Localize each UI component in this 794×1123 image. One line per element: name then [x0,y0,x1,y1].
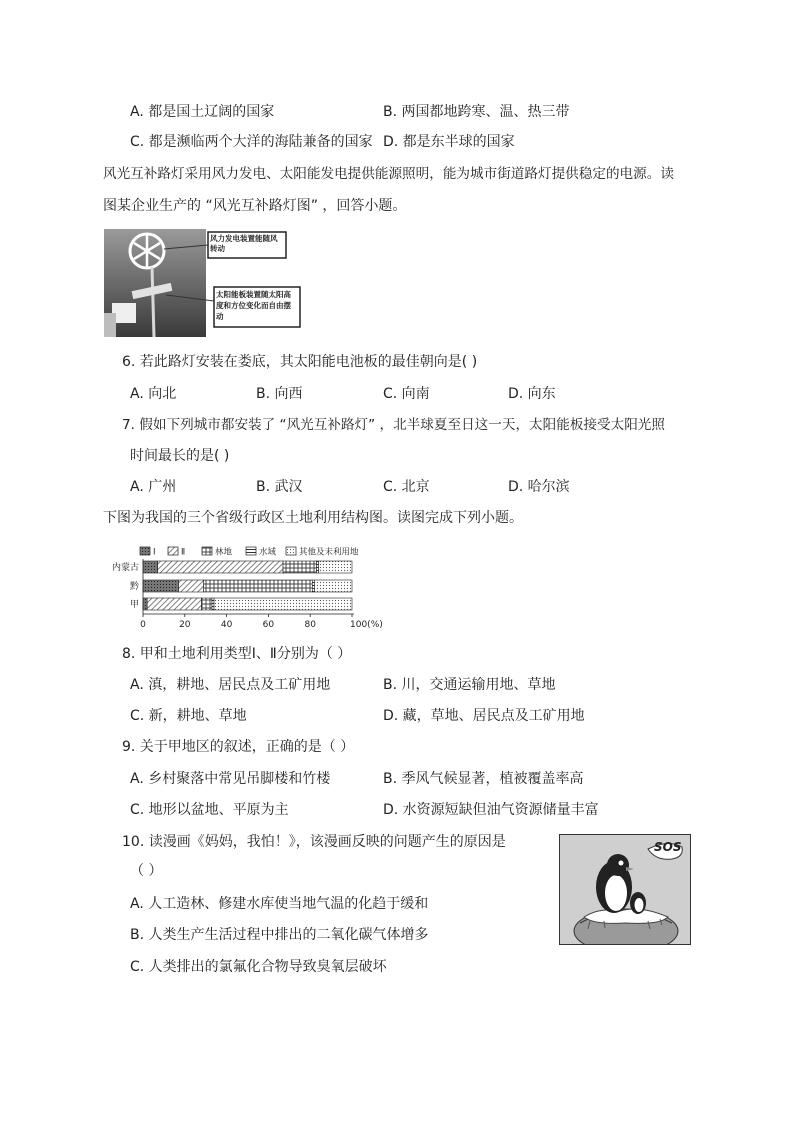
q5-option-a: A. 都是国土辽阔的国家 [130,104,275,120]
q8-option-a: A. 滇，耕地、居民点及工矿用地 [130,677,331,693]
q8-option-c: C. 新，耕地、草地 [130,708,247,724]
q9-option-b: B. 季风气候显著，植被覆盖率高 [383,771,584,787]
bar-segment [158,561,283,573]
bar-segment [314,580,352,592]
q8-option-b: B. 川，交通运输用地、草地 [383,677,556,693]
bar-segment [212,598,214,610]
legend-swatch-2 [202,547,212,555]
category-label: 黔 [129,582,139,592]
bar-segment [316,561,318,573]
q8-option-d: D. 藏，草地、居民点及工矿用地 [383,708,585,724]
bar-segment [143,598,147,610]
penguin-cartoon [559,834,691,945]
q7-option-d: D. 哈尔滨 [508,479,570,495]
cartoon-sos-text: SOS [654,840,682,854]
bar-segment [202,598,212,610]
bar-segment [319,561,352,573]
x-tick-label: 60 [262,620,275,630]
legend-swatch-0 [140,547,150,555]
q9-option-a: A. 乡村聚落中常见吊脚楼和竹楼 [130,771,331,787]
chart-legend [140,547,359,558]
x-tick-label: 0 [140,620,146,630]
chart-bars [112,561,352,610]
q6-option-c: C. 向南 [383,386,430,402]
bar-segment [143,561,158,573]
wind-solar-lamp-photo [104,229,302,337]
q6-stem: 6. 若此路灯安装在娄底，其太阳能电池板的最佳朝向是( ) [122,354,478,370]
q5-option-d: D. 都是东半球的国家 [383,134,515,150]
legend-swatch-3 [246,547,256,555]
legend-label-1: Ⅱ [181,547,186,558]
legend-label-0: Ⅰ [153,547,156,558]
q7-stem-line1: 7. 假如下列城市都安装了 “风光互补路灯” ，北半球夏至日这一天，太阳能板接受太阳光照 [122,417,665,433]
q7-option-a: A. 广州 [130,479,177,495]
q9-option-c: C. 地形以盆地、平原为主 [130,802,289,818]
legend-label-4: 其他及未利用地 [299,547,359,558]
q10-option-b: B. 人类生产生活过程中排出的二氧化碳气体增多 [130,927,429,943]
q7-option-b: B. 武汉 [256,479,303,495]
q5-option-c: C. 都是濒临两个大洋的海陆兼备的国家 [130,134,373,150]
q10-option-a: A. 人工造林、修建水库使当地气温的化趋于缓和 [130,896,429,912]
x-tick-label: 20 [179,620,191,630]
land-use-chart-svg [100,542,390,634]
q5-option-b: B. 两国都地跨寒、温、热三带 [383,104,570,120]
x-tick-label: 80 [304,620,316,630]
bar-segment [214,598,352,610]
bar-segment [147,598,201,610]
q6-option-a: A. 向北 [130,386,177,402]
q10-answer-paren: （ ） [130,863,163,879]
intro-paragraph-line2: 图某企业生产的 “风光互补路灯图” ，回答小题。 [103,198,407,214]
legend-label-2: 林地 [215,547,233,558]
bar-segment [143,580,179,592]
q9-stem: 9. 关于甲地区的叙述，正确的是（ ） [122,739,355,755]
lamp-label-wind: 风力发电装置能随风转动 [210,234,278,253]
q6-option-b: B. 向西 [256,386,303,402]
bar-segment [179,580,204,592]
x-tick-label: 40 [220,620,233,630]
category-label: 内蒙古 [111,563,139,573]
bar-segment [283,561,316,573]
category-label: 甲 [129,600,139,610]
legend-label-3: 水域 [259,547,277,558]
q8-stem: 8. 甲和土地利用类型Ⅰ、Ⅱ分别为（ ） [122,646,352,662]
land-use-chart [100,542,390,634]
bar-segment [312,580,314,592]
legend-swatch-4 [286,547,296,555]
q10-option-c: C. 人类排出的氯氟化合物导致臭氧层破坏 [130,959,387,975]
q9-option-d: D. 水资源短缺但油气资源储量丰富 [383,802,599,818]
q6-option-d: D. 向东 [508,386,556,402]
bar-segment [204,580,313,592]
intro-paragraph-line1: 风光互补路灯采用风力发电、太阳能发电提供能源照明，能为城市街道路灯提供稳定的电源。读 [103,166,674,182]
legend-swatch-1 [168,547,178,555]
chart-intro: 下图为我国的三个省级行政区土地利用结构图。读图完成下列小题。 [103,510,523,526]
lamp-label-solar: 太阳能板装置随太阳高度和方位变化而自由摆动 [216,290,291,321]
q10-stem: 10. 读漫画《妈妈，我怕！》，该漫画反映的问题产生的原因是 [122,834,506,850]
q7-option-c: C. 北京 [383,479,430,495]
q7-stem-line2: 时间最长的是( ) [130,448,230,464]
x-tick-label: 100(%) [350,620,383,630]
